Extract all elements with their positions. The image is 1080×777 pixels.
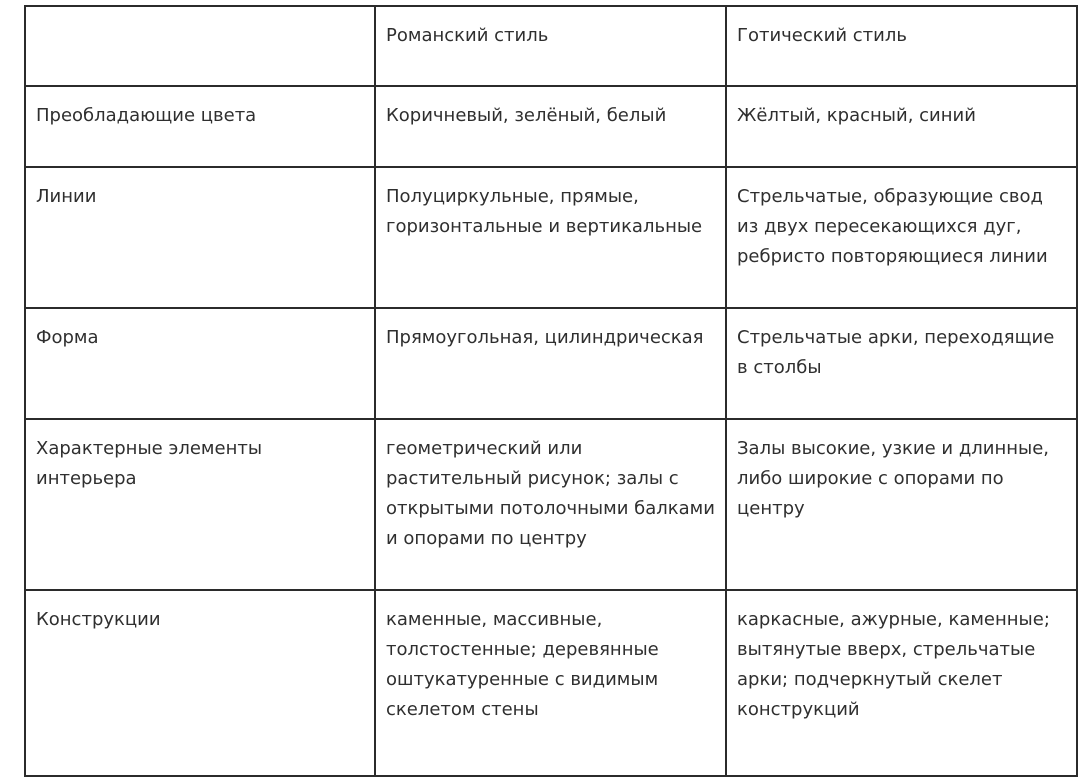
- gothic-cell: Залы высокие, узкие и длинные, либо широкие с опорами по центру: [726, 419, 1077, 590]
- romanesque-cell: Полуциркульные, прямые, горизонтальные и вертикальные: [375, 167, 726, 308]
- gothic-cell: Жёлтый, красный, синий: [726, 86, 1077, 167]
- comparison-table-wrapper: [24, 5, 1080, 765]
- table-row: [25, 308, 1077, 419]
- romanesque-cell: геометрический или растительный рисунок; залы с открытыми потолочными балками и опорами по центру: [375, 419, 726, 590]
- table-row: [25, 419, 1077, 590]
- romanesque-cell: Прямоугольная, цилиндрическая: [375, 308, 726, 419]
- row-label: Форма: [25, 308, 375, 419]
- header-gothic: Готический стиль: [726, 6, 1077, 86]
- romanesque-cell: Коричневый, зелёный, белый: [375, 86, 726, 167]
- row-label: Линии: [25, 167, 375, 308]
- row-label: Конструкции: [25, 590, 375, 776]
- row-label: Преобладающие цвета: [25, 86, 375, 167]
- table-row: [25, 86, 1077, 167]
- header-romanesque: Романский стиль: [375, 6, 726, 86]
- table-row: [25, 590, 1077, 776]
- row-label: Характерные элементы интерьера: [25, 419, 375, 590]
- romanesque-cell: каменные, массивные, толстостенные; деревянные оштукатуренные с видимым скелетом стены: [375, 590, 726, 776]
- table-header-row: [25, 6, 1077, 86]
- gothic-cell: каркасные, ажурные, каменные; вытянутые вверх, стрельчатые арки; подчеркнутый скелет конструкций: [726, 590, 1077, 776]
- gothic-cell: Стрельчатые, образующие свод из двух пересекающихся дуг, ребристо повторяющиеся линии: [726, 167, 1077, 308]
- gothic-cell: Стрельчатые арки, переходящие в столбы: [726, 308, 1077, 419]
- header-empty-cell: [25, 6, 375, 86]
- table-row: [25, 167, 1077, 308]
- style-comparison-table: [24, 5, 1078, 777]
